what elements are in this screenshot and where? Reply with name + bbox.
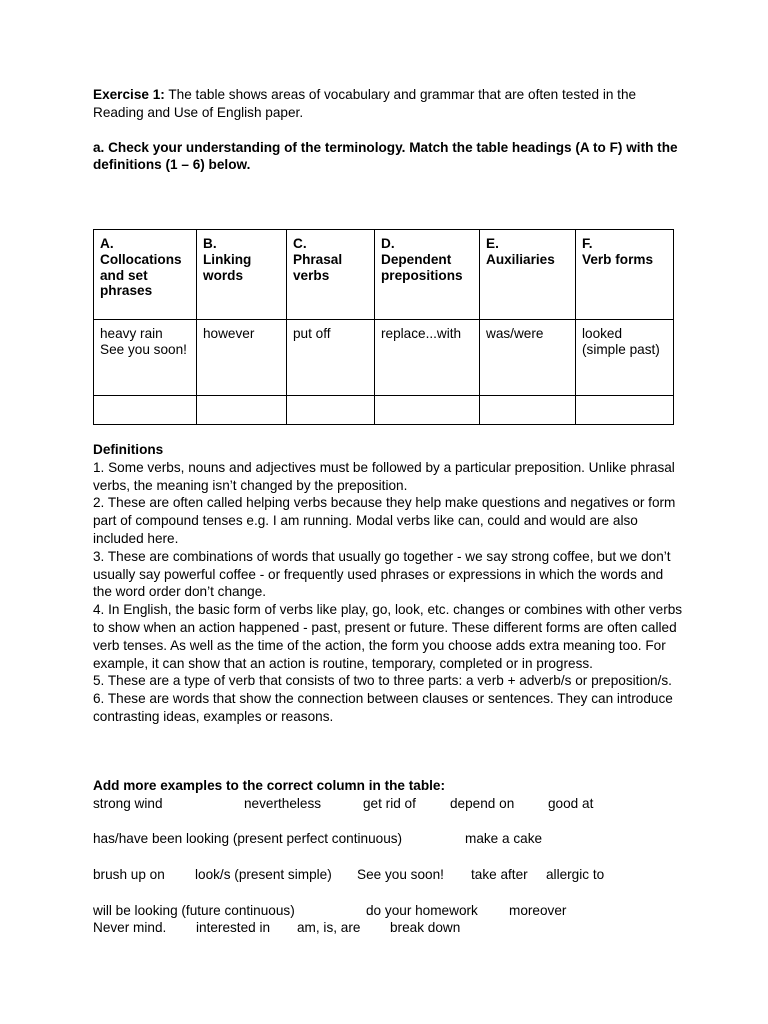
definition-item: 4. In English, the basic form of verbs like play, go, look, etc. changes or combines with other verbs to show when an action happened - past, present or future. These different forms are often called verb tenses. As well as the time of the action, the form you choose adds extra meaning too. For example, it can show that an action is routine, temporary, completed or in progress. [93, 602, 683, 671]
definitions-section [93, 441, 683, 726]
exercise-paragraph [93, 86, 683, 122]
word-item: interested in [196, 920, 271, 936]
word-row [93, 866, 683, 884]
word-item: has/have been looking (present perfect continuous) [93, 831, 403, 847]
word-row [93, 830, 683, 848]
table-blank-row [94, 396, 674, 425]
header-letter: E. [486, 236, 499, 251]
exercise-label: Exercise 1: [93, 87, 165, 102]
header-letter: D. [381, 236, 395, 251]
table-header-cell [94, 230, 197, 320]
header-letter: C. [293, 236, 307, 251]
empty-cell[interactable] [94, 396, 197, 425]
table-header-cell [197, 230, 287, 320]
header-letter: A. [100, 236, 114, 251]
word-item: strong wind [93, 795, 163, 811]
exercise-intro-text: The table shows areas of vocabulary and grammar that are often tested in the Reading and Use of English paper. [93, 87, 637, 120]
word-item: depend on [450, 795, 515, 811]
word-item: get rid of [363, 795, 416, 811]
table-cell: put off [287, 320, 375, 396]
table-header-cell [287, 230, 375, 320]
word-item: break down [390, 920, 461, 936]
word-row [93, 919, 683, 937]
empty-cell[interactable] [576, 396, 674, 425]
header-title: Phrasal verbs [293, 251, 343, 283]
table-cell: looked (simple past) [576, 320, 674, 396]
definition-item: 2. These are often called helping verbs because they help make questions and negatives or form part of compound tenses e.g. I am running. Modal verbs like can, could and would are also included here. [93, 495, 676, 546]
table-cell: replace...with [375, 320, 480, 396]
table-cell: however [197, 320, 287, 396]
word-item: See you soon! [357, 866, 444, 882]
word-item: allergic to [546, 866, 605, 882]
word-row [93, 902, 683, 920]
exercise-instruction: a. Check your understanding of the terminology. Match the table headings (A to F) with the definitions (1 – 6) below. [93, 139, 678, 173]
word-row [93, 795, 683, 813]
vocabulary-table [93, 229, 674, 425]
table-header-cell [375, 230, 480, 320]
table-cell: was/were [480, 320, 576, 396]
word-item: good at [548, 795, 594, 811]
word-item: take after [471, 866, 528, 882]
word-item: will be looking (future continuous) [93, 902, 295, 918]
header-title: Verb forms [582, 251, 654, 267]
definition-item: 1. Some verbs, nouns and adjectives must be followed by a particular preposition. Unlike phrasal verbs, the meaning isn’t changed by the preposition. [93, 459, 675, 493]
table-example-row [94, 320, 674, 396]
table-header-row [94, 230, 674, 320]
definitions-heading: Definitions [93, 442, 164, 457]
definition-item: 6. These are words that show the connection between clauses or sentences. They can introduce contrasting ideas, examples or reasons. [93, 691, 673, 724]
table-header-cell [480, 230, 576, 320]
empty-cell[interactable] [480, 396, 576, 425]
word-item: make a cake [465, 831, 543, 847]
word-item: brush up on [93, 866, 165, 882]
word-item: do your homework [366, 902, 478, 918]
table-header-cell [576, 230, 674, 320]
header-letter: F. [582, 236, 593, 251]
definition-item: 5. These are a type of verb that consists of two to three parts: a verb + adverb/s or preposition/s. [93, 673, 672, 689]
add-examples-heading: Add more examples to the correct column in the table: [93, 778, 445, 793]
header-title: Linking words [203, 251, 252, 283]
header-title: Auxiliaries [486, 251, 555, 267]
header-title: Collocations and set phrases [100, 251, 182, 299]
word-item: am, is, are [297, 920, 361, 936]
word-item: look/s (present simple) [195, 866, 332, 882]
empty-cell[interactable] [287, 396, 375, 425]
exercise-intro [93, 86, 683, 174]
definition-item: 3. These are combinations of words that usually go together - we say strong coffee, but we don’t usually say powerful coffee - or frequently used phrases or expressions in which the words and the word order don’t change. [93, 548, 671, 600]
word-item: nevertheless [244, 795, 322, 811]
add-examples-section [93, 777, 683, 937]
header-title: Dependent prepositions [381, 251, 463, 283]
header-letter: B. [203, 236, 217, 251]
table-cell: heavy rain See you soon! [94, 320, 197, 396]
empty-cell[interactable] [197, 396, 287, 425]
empty-cell[interactable] [375, 396, 480, 425]
word-item: moreover [509, 902, 567, 918]
word-item: Never mind. [93, 920, 167, 936]
